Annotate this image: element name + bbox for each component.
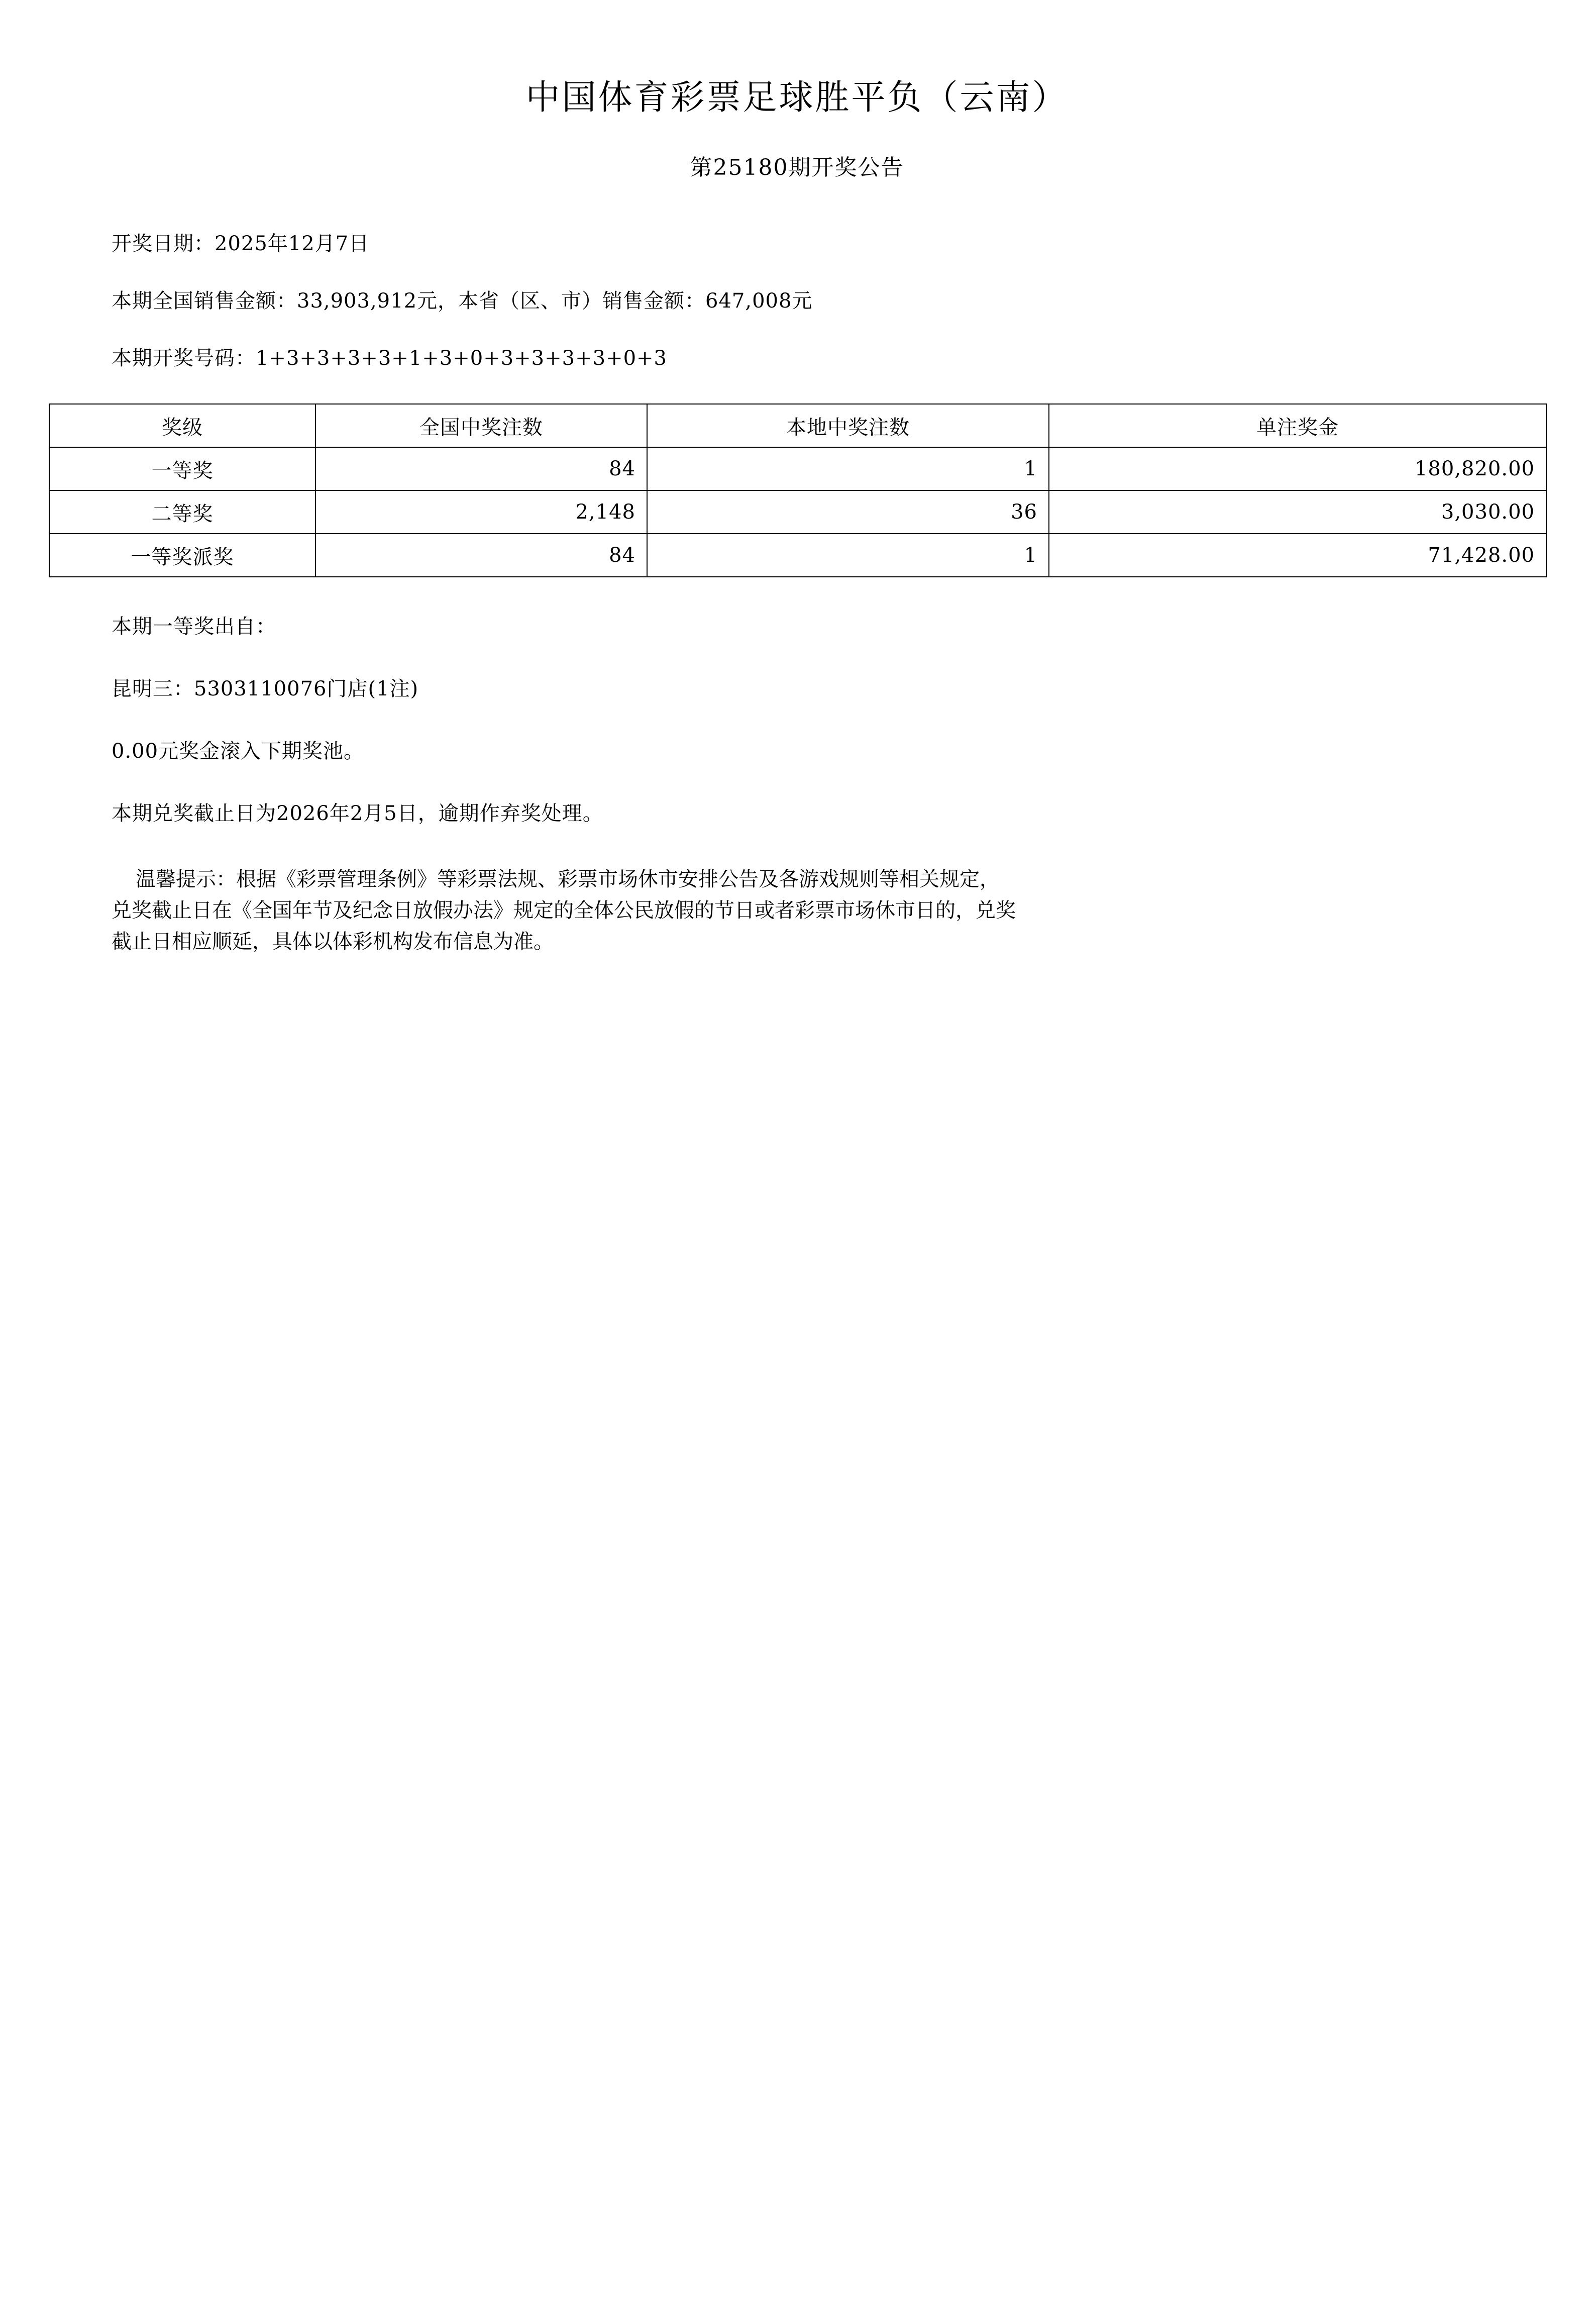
- table-row: [49, 534, 1546, 577]
- cell-level: 二等奖: [49, 490, 315, 534]
- cell-prize-amount: 3,030.00: [1049, 490, 1546, 534]
- cell-prize-amount: 180,820.00: [1049, 447, 1546, 490]
- cell-local-count: 1: [647, 447, 1049, 490]
- draw-date: 开奖日期：2025年12月7日: [112, 232, 370, 255]
- table-header-row: [49, 404, 1546, 447]
- announcement-page: [0, 70, 1594, 2324]
- first-prize-source-value: 昆明三：5303110076门店(1注): [112, 677, 419, 700]
- claim-deadline: 本期兑奖截止日为2026年2月5日，逾期作弃奖处理。: [112, 802, 603, 825]
- cell-national-count: 84: [315, 534, 647, 577]
- cell-local-count: 36: [647, 490, 1049, 534]
- page-title: 中国体育彩票足球胜平负（云南）: [525, 78, 1069, 118]
- notice-line-3: 截止日相应顺延，具体以体彩机构发布信息为准。: [112, 930, 554, 953]
- first-prize-source-label: 本期一等奖出自：: [112, 615, 276, 638]
- cell-level: 一等奖派奖: [49, 534, 315, 577]
- sales-amount: 本期全国销售金额：33,903,912元，本省（区、市）销售金额：647,008元: [112, 289, 813, 313]
- cell-prize-amount: 71,428.00: [1049, 534, 1546, 577]
- cell-national-count: 84: [315, 447, 647, 490]
- table-row: [49, 447, 1546, 490]
- column-header-national-count: 全国中奖注数: [315, 404, 647, 447]
- notice-block: [112, 864, 1524, 957]
- notice-line-2: 兑奖截止日在《全国年节及纪念日放假办法》规定的全体公民放假的节日或者彩票市场休市日的，兑奖: [112, 899, 1016, 922]
- notice-line-1: 温馨提示：根据《彩票管理条例》等彩票法规、彩票市场休市安排公告及各游戏规则等相关规定，: [136, 868, 1000, 891]
- page-subtitle: 第25180期开奖公告: [690, 155, 904, 180]
- cell-local-count: 1: [647, 534, 1049, 577]
- column-header-level: 奖级: [49, 404, 315, 447]
- column-header-prize-amount: 单注奖金: [1049, 404, 1546, 447]
- column-header-local-count: 本地中奖注数: [647, 404, 1049, 447]
- table-row: [49, 490, 1546, 534]
- rollover-amount: 0.00元奖金滚入下期奖池。: [112, 740, 365, 763]
- details-section: [0, 615, 1594, 957]
- winning-numbers: 本期开奖号码：1+3+3+3+3+1+3+0+3+3+3+3+0+3: [112, 347, 667, 370]
- summary-section: [0, 232, 1594, 370]
- prize-table: [49, 403, 1547, 577]
- cell-national-count: 2,148: [315, 490, 647, 534]
- cell-level: 一等奖: [49, 447, 315, 490]
